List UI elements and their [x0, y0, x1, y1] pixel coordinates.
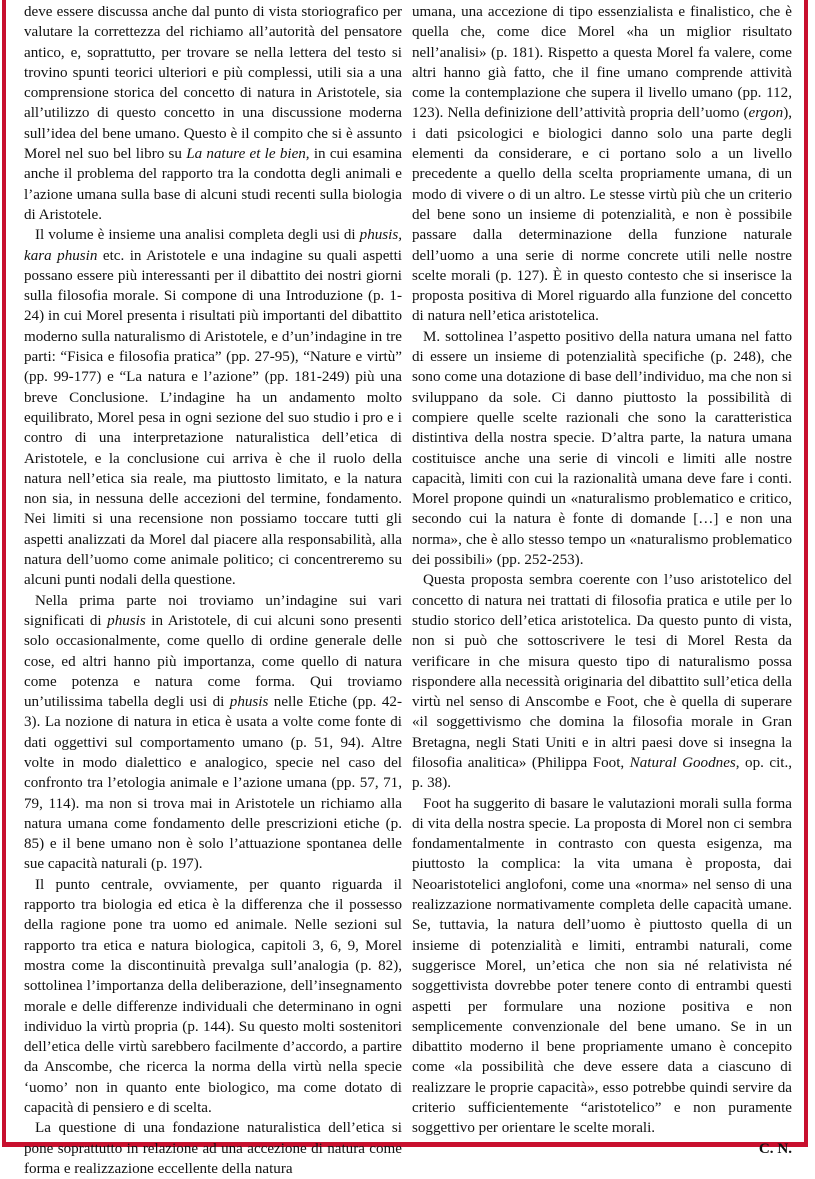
italic-text: phusis: [229, 694, 269, 711]
text-run: , op. cit., p. 38).: [412, 754, 793, 792]
paragraph: [412, 570, 792, 793]
italic-text: Natural Goodnes: [629, 754, 736, 771]
italic-text: La nature et le bien,: [186, 146, 310, 163]
text-run: umana, una accezione di tipo essenzialista e finalistico, che è quella che, come dice Morel «ha un miglior risultato nell’analisi» (p. 181). Rispetto a questa Morel fa valere, come altri hanno già fatto, che il fine umano comprende attività come la contemplazione che supera il livello umano (pp. 112, 123). Nella definizione dell’attività propria dell’uomo (: [412, 4, 792, 122]
paragraph: [412, 2, 792, 327]
right-column: [412, 2, 792, 1159]
text-run: ), i dati psicologici e biologici danno solo una parte degli elementi da considerare, e ci portano solo a un livello precedente a quello della scelta propriamente umana, di un modo di vivere o di un altro. Le stesse virtù più che un criterio del bene sono un insieme di potenzialità, e non è possibile passare dalla determinazione della funzione naturale dell’uomo a una serie di norme concrete utili nelle nostre scelte morali (p. 127). È in questo contesto che si inserisce la proposta positiva di Morel riguardo alla funzione del concetto di natura nell’etica aristotelica.: [412, 105, 792, 325]
paragraph: [24, 225, 402, 590]
text-run: in cui esamina anche il problema del rapporto tra la condotta degli animali e l’azione umana sulla base di alcuni studi recenti sulla biologia di Aristotele.: [24, 146, 402, 223]
italic-text: phusis: [107, 612, 146, 629]
paragraph: [24, 591, 402, 875]
paragraph: [24, 2, 402, 225]
text-run: nelle Etiche (pp. 42-3). La nozione di natura in etica è usata a volte come fonte di dati oggettivi sul comportamento umano (p. 51, 94). Altre volte in modo dialettico e analogico, specie nel caso del confronto tra l’etologia animale e l’azione umana (pp. 57, 71, 79, 114). ma non si trova mai in Aristotele un richiamo alla natura umana come fondamento delle prescrizioni etiche (p. 85) e il bene umano non è solo l’attuazione spontanea delle sue capacità naturali (p. 197).: [24, 694, 402, 873]
text-run: M. sottolinea l’aspetto positivo della natura umana nel fatto di essere un insieme di potenzialità specifiche (p. 248), che sono come una dotazione di base dell’individuo, ma che non si sviluppano da sole. Ci danno piuttosto la possibilità di compiere quelle scelte razionali che sono la caratteristica distintiva della nostra specie. D’altra parte, la natura umana costituisce anche una serie di vincoli e limiti alle nostre capacità, limiti con cui la razionalità umana deve fare i conti. Morel propone quindi un «naturalismo problematico e critico, secondo cui la natura è fonte di domande […] e non una norma», che è allo stesso tempo un «naturalismo problematico dei possibili» (pp. 252-253).: [412, 328, 792, 569]
italic-text: phusis, kara phusin: [24, 227, 402, 264]
text-run: deve essere discussa anche dal punto di vista storiografico per valutare la correttezza del richiamo all’autorità del pensatore antico, e, soprattutto, per trovare se nella lettera del testo si trovino spunti teorici ulteriori e più complessi, utili sia a una comprensione storica del concetto di natura in Aristotele, sia all’utilizzo di questo concetto in una discussione moderna sull’idea del bene umano. Questo è il compito che si è assunto Morel nel suo bel libro su: [24, 4, 402, 163]
italic-text: ergon: [748, 105, 784, 122]
text-run: etc. in Aristotele e una indagine su quali aspetti possano essere più interessanti per il dibattito dei nostri giorni sulla filosofia morale. Si compone di una Introduzione (p. 1-24) in cui Morel presenta i risultati più importanti del dibattito moderno sulla naturalismo di Aristotele, e d’un’indagine in tre parti: “Fisica e filosofia pratica” (pp. 27-95), “Nature e virtù” (pp. 99-177) e “La natura e l’azione” (pp. 181-249) più una breve Conclusione. L’indagine ha un andamento molto equilibrato, Morel pesa in ogni sezione del suo studio i pro e i contro di una interpretazione naturalistica dell’etica di Aristotele, e la conclusione cui arriva è che il ruolo della natura nell’etica sia reale, ma piuttosto limitato, e la natura non sia, in nessuna delle accezioni del termine, fondamento. Nei limiti si una recensione non possiamo toccare tutti gli aspetti analizzati da Morel dal piacere alla responsabilità, alla natura dell’uomo come animale politico; ci concentreremo su alcuni punti nodali della questione.: [24, 247, 402, 589]
text-run: in Aristotele, di cui alcuni sono presenti solo occasionalmente, come quello di ordine generale delle cose, ed altri hanno più importanza, come quello di natura come potenza e natura come forma. Qui troviamo un’utilissima tabella degli usi di: [24, 612, 402, 711]
paragraph: [412, 327, 792, 571]
left-column: [24, 2, 402, 1179]
paragraph: [24, 1118, 402, 1179]
paragraph: [412, 794, 792, 1139]
text-run: Questa proposta sembra coerente con l’uso aristotelico del concetto di natura nei trattati di filosofia pratica e utile per lo studio storico dell’etica aristotelica. Da questo punto di vista, non si può che sottoscrivere le tesi di Morel Resta da verificare in che misura questo tipo di naturalismo possa rispondere alla necessità originaria del dibattito sull’etica della virtù nel senso di Anscombe e Foot, che è quella di superare «il soggettivismo che domina la filosofia morale in Gran Bretagna, negli Stati Uniti e in altri paesi dove si insegna la filosofia analitica» (Philippa Foot,: [412, 572, 792, 771]
text-run: Il volume è insieme una analisi completa degli usi di: [35, 227, 360, 244]
text-run: Il punto centrale, ovviamente, per quanto riguarda il rapporto tra biologia ed etica è la differenza che il possesso della ragione pone tra uomo ed animale. Nelle sezioni sul rapporto tra etica e natura biologica, capitoli 3, 6, 9, Morel mostra come la discontinuità prevalga sull’analogia (p. 82), sottolinea l’importanza della deliberazione, dell’insegnamento morale e delle differenze individuali che determinano in ogni individuo la virtù propria (p. 144). Su questo molti sostenitori dell’etica delle virtù sarebbero facilmente d’accordo, a partire da Anscombe, che ricerca la norma della virtù nella specie ‘uomo’ non in quanto ente biologico, ma come dotato di capacità di pensiero e di scelta.: [24, 876, 402, 1117]
text-run: Foot ha suggerito di basare le valutazioni morali sulla forma di vita della nostra specie. La proposta di Morel non ci sembra fondamentalmente in contrasto con questa esigenza, ma piuttosto la complica: la vita umana è proposta, dai Neoaristotelici anglofoni, come una «norma» nel senso di una realizzazione normativamente completa delle capacità umane. Se, tuttavia, la natura dell’uomo è piuttosto quella di un insieme di potenzialità e limiti, entrambi naturali, come suggerisce Morel, un’etica che non sia né relativista né soggettivista dovrebbe poter tenere conto di entrambi questi aspetti per formulare una nozione positiva e non semplicemente convenzionale del bene umano. Se in un dibattito moderno il bene propriamente umano è concepito come «la possibilità che deve essere data a ciascuno di realizzare le proprie capacità», esso potrebbe quindi servire da criterio sufficientemente “aristotelico” e non puramente soggettivo per orientare le scelte morali.: [412, 795, 792, 1137]
author-signature: C. N.: [758, 1140, 792, 1157]
text-run: La questione di una fondazione naturalistica dell’etica si pone soprattutto in relazione ad una accezione di natura come forma e realizzazione eccellente della natura: [24, 1120, 402, 1177]
text-run: Nella prima parte noi troviamo un’indagine sui vari significati di: [24, 592, 402, 629]
paragraph: [24, 875, 402, 1119]
